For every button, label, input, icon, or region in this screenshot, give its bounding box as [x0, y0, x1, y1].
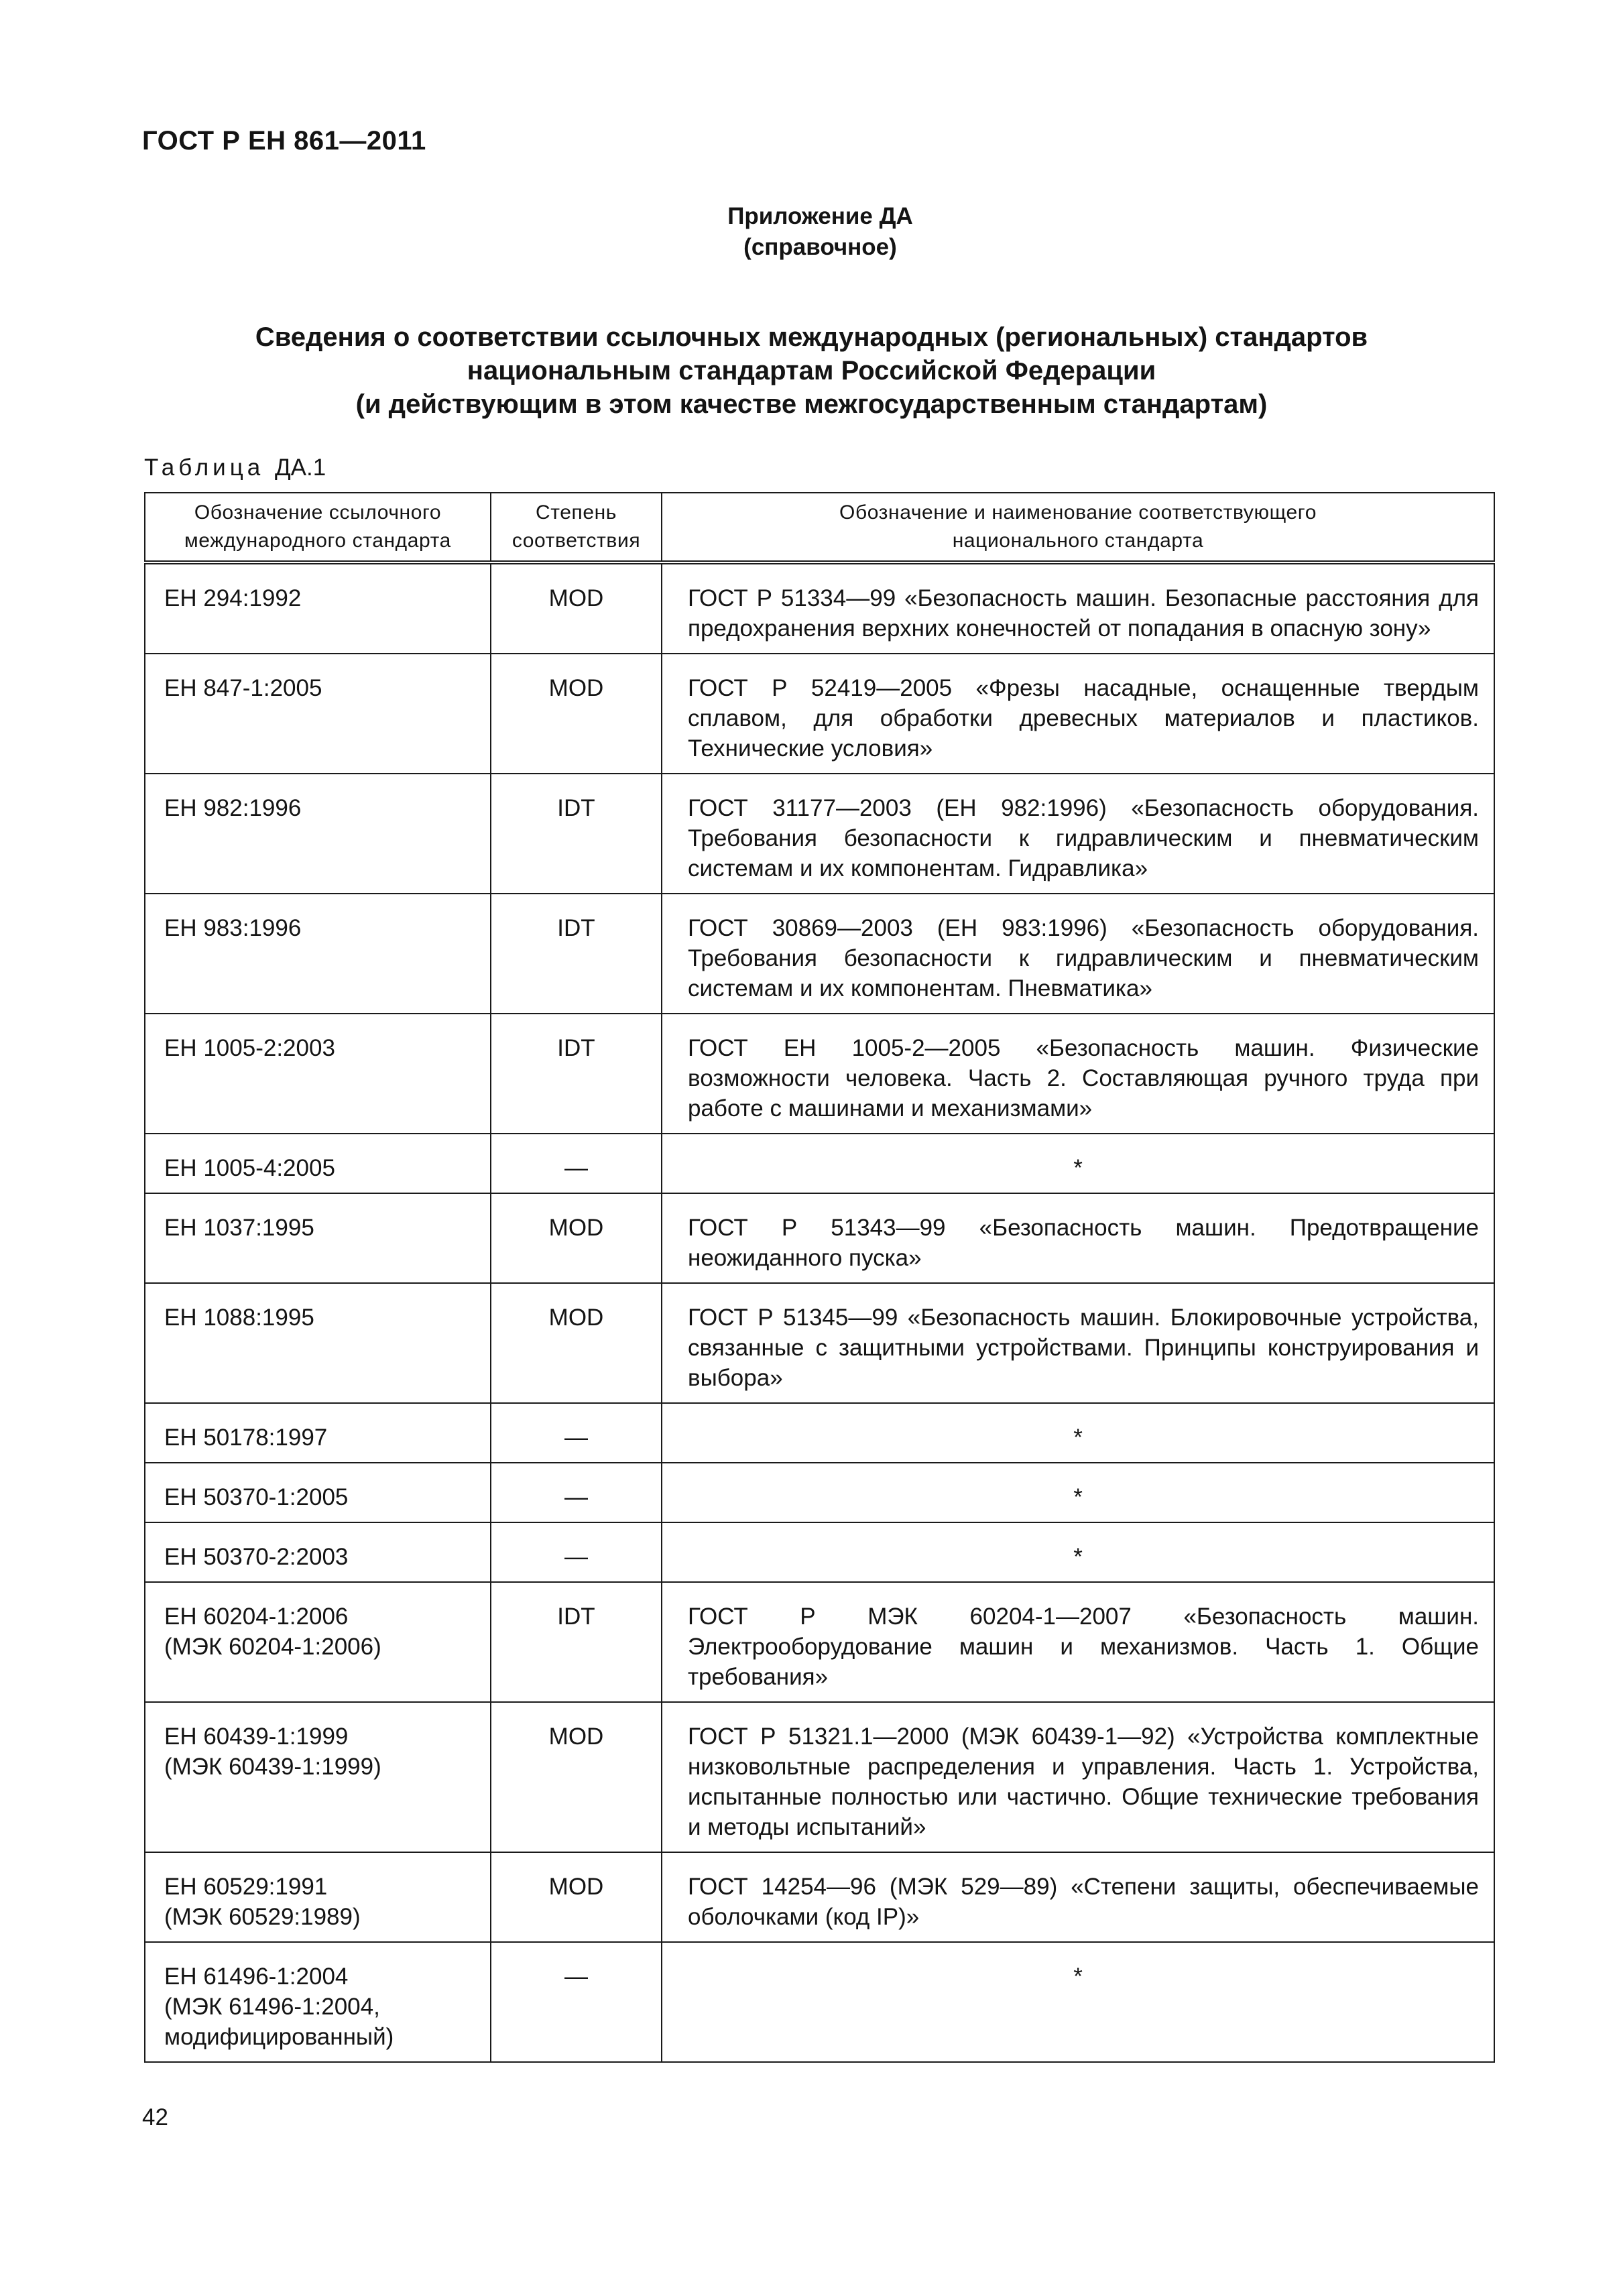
degree-cell: MOD: [491, 562, 662, 654]
reference-standard-line: (МЭК 61496-1:2004, модифицированный): [164, 1994, 394, 2050]
reference-standard-line: ЕН 60439-1:1999: [164, 1724, 349, 1750]
table-row: [145, 894, 1494, 1014]
degree-cell: MOD: [491, 1193, 662, 1283]
national-standard-cell: ГОСТ ЕН 1005-2—2005 «Безопасность машин. Физические возможности человека. Часть 2. Составляющая ручного труда при работе с машинами и механизмами»: [662, 1014, 1494, 1134]
heading-line-2: национальным стандартам Российской Федерации: [467, 356, 1156, 385]
table-body: [145, 562, 1494, 2062]
national-standard-cell: ГОСТ 30869—2003 (ЕН 983:1996) «Безопасность оборудования. Требования безопасности к гидравлическим и пневматическим системам и их компонентам. Пневматика»: [662, 894, 1494, 1014]
national-standard-cell: ГОСТ Р 52419—2005 «Фрезы насадные, оснащенные твердым сплавом, для обработки древесных материалов и пластиков. Технические условия»: [662, 654, 1494, 774]
national-standard-cell: *: [662, 1403, 1494, 1463]
reference-standard-line: ЕН 1037:1995: [164, 1215, 314, 1241]
degree-cell: IDT: [491, 774, 662, 894]
table-row: [145, 1852, 1494, 1942]
degree-cell: —: [491, 1942, 662, 2062]
table-header-row: [145, 493, 1494, 562]
reference-standard-line: ЕН 847-1:2005: [164, 675, 322, 701]
national-standard-cell: ГОСТ 14254—96 (МЭК 529—89) «Степени защиты, обеспечиваемые оболочками (код IP)»: [662, 1852, 1494, 1942]
annex-title: Приложение ДА: [727, 203, 913, 229]
national-standard-cell: *: [662, 1463, 1494, 1522]
degree-cell: —: [491, 1463, 662, 1522]
national-standard-cell: *: [662, 1134, 1494, 1193]
reference-standard-line: ЕН 1088:1995: [164, 1305, 314, 1331]
reference-standard-line: ЕН 1005-2:2003: [164, 1035, 335, 1061]
table-row: [145, 1403, 1494, 1463]
reference-standard-cell: [145, 1403, 491, 1463]
heading-line-1: Сведения о соответствии ссылочных международных (региональных) стандартов: [255, 322, 1368, 352]
reference-standard-line: ЕН 983:1996: [164, 915, 302, 941]
national-standard-cell: ГОСТ Р 51343—99 «Безопасность машин. Предотвращение неожиданного пуска»: [662, 1193, 1494, 1283]
section-heading: [0, 320, 1623, 421]
reference-standard-cell: [145, 562, 491, 654]
table-row: [145, 1193, 1494, 1283]
degree-cell: —: [491, 1522, 662, 1582]
degree-cell: IDT: [491, 894, 662, 1014]
reference-standard-line: ЕН 50370-1:2005: [164, 1484, 349, 1510]
standards-table: [144, 492, 1495, 2063]
reference-standard-cell: [145, 1134, 491, 1193]
national-standard-cell: *: [662, 1942, 1494, 2062]
reference-standard-cell: [145, 654, 491, 774]
reference-standard-line: ЕН 50178:1997: [164, 1425, 328, 1451]
reference-standard-cell: [145, 1522, 491, 1582]
reference-standard-line: ЕН 294:1992: [164, 585, 302, 611]
reference-standard-line: ЕН 1005-4:2005: [164, 1155, 335, 1181]
annex-title-block: [0, 201, 1623, 263]
column-header-national: Обозначение и наименование соответствующего национального стандарта: [662, 493, 1494, 562]
national-standard-cell: ГОСТ Р МЭК 60204-1—2007 «Безопасность машин. Электрооборудование машин и механизмов. Часть 1. Общие требования»: [662, 1582, 1494, 1702]
reference-standard-cell: [145, 1193, 491, 1283]
table-row: [145, 1134, 1494, 1193]
reference-standard-cell: [145, 1852, 491, 1942]
table-row: [145, 562, 1494, 654]
reference-standard-cell: [145, 1463, 491, 1522]
table-row: [145, 1283, 1494, 1403]
table-row: [145, 1702, 1494, 1852]
table-row: [145, 1582, 1494, 1702]
reference-standard-line: ЕН 60529:1991: [164, 1874, 328, 1900]
reference-standard-cell: [145, 1283, 491, 1403]
degree-cell: MOD: [491, 654, 662, 774]
reference-standard-line: (МЭК 60439-1:1999): [164, 1754, 381, 1780]
table-row: [145, 1463, 1494, 1522]
national-standard-cell: *: [662, 1522, 1494, 1582]
reference-standard-cell: [145, 1702, 491, 1852]
table-row: [145, 1014, 1494, 1134]
reference-standard-line: ЕН 50370-2:2003: [164, 1544, 349, 1570]
table-label-number: ДА.1: [274, 455, 326, 481]
national-standard-cell: ГОСТ Р 51321.1—2000 (МЭК 60439-1—92) «Устройства комплектные низковольтные распределения и управления. Часть 1. Устройства, испытанные полностью или частично. Общие технические требования и методы испытаний»: [662, 1702, 1494, 1852]
table-row: [145, 774, 1494, 894]
reference-standard-cell: [145, 1942, 491, 2062]
degree-cell: —: [491, 1134, 662, 1193]
reference-standard-cell: [145, 1014, 491, 1134]
degree-cell: MOD: [491, 1852, 662, 1942]
heading-line-3: (и действующим в этом качестве межгосударственным стандартам): [355, 389, 1268, 419]
national-standard-cell: ГОСТ 31177—2003 (ЕН 982:1996) «Безопасность оборудования. Требования безопасности к гидравлическим и пневматическим системам и их компонентам. Гидравлика»: [662, 774, 1494, 894]
national-standard-cell: ГОСТ Р 51334—99 «Безопасность машин. Безопасные расстояния для предохранения верхних конечностей от попадания в опасную зону»: [662, 562, 1494, 654]
page-number: 42: [142, 2104, 168, 2130]
column-header-degree: Степень соответствия: [491, 493, 662, 562]
degree-cell: MOD: [491, 1702, 662, 1852]
annex-subtitle: (справочное): [743, 234, 897, 260]
table-row: [145, 654, 1494, 774]
column-header-reference: Обозначение ссылочного международного стандарта: [145, 493, 491, 562]
degree-cell: —: [491, 1403, 662, 1463]
degree-cell: IDT: [491, 1014, 662, 1134]
degree-cell: IDT: [491, 1582, 662, 1702]
table-label-word: Таблица: [144, 455, 265, 481]
national-standard-cell: ГОСТ Р 51345—99 «Безопасность машин. Блокировочные устройства, связанные с защитными устройствами. Принципы конструирования и выбора»: [662, 1283, 1494, 1403]
table-label: [144, 455, 326, 481]
reference-standard-cell: [145, 774, 491, 894]
degree-cell: MOD: [491, 1283, 662, 1403]
reference-standard-line: (МЭК 60529:1989): [164, 1904, 361, 1930]
table-row: [145, 1942, 1494, 2062]
table-row: [145, 1522, 1494, 1582]
reference-standard-line: (МЭК 60204-1:2006): [164, 1634, 381, 1660]
reference-standard-line: ЕН 982:1996: [164, 795, 302, 821]
reference-standard-line: ЕН 60204-1:2006: [164, 1604, 349, 1630]
reference-standard-cell: [145, 1582, 491, 1702]
document-code: ГОСТ Р ЕН 861—2011: [142, 126, 426, 156]
reference-standard-line: ЕН 61496-1:2004: [164, 1963, 349, 1990]
reference-standard-cell: [145, 894, 491, 1014]
